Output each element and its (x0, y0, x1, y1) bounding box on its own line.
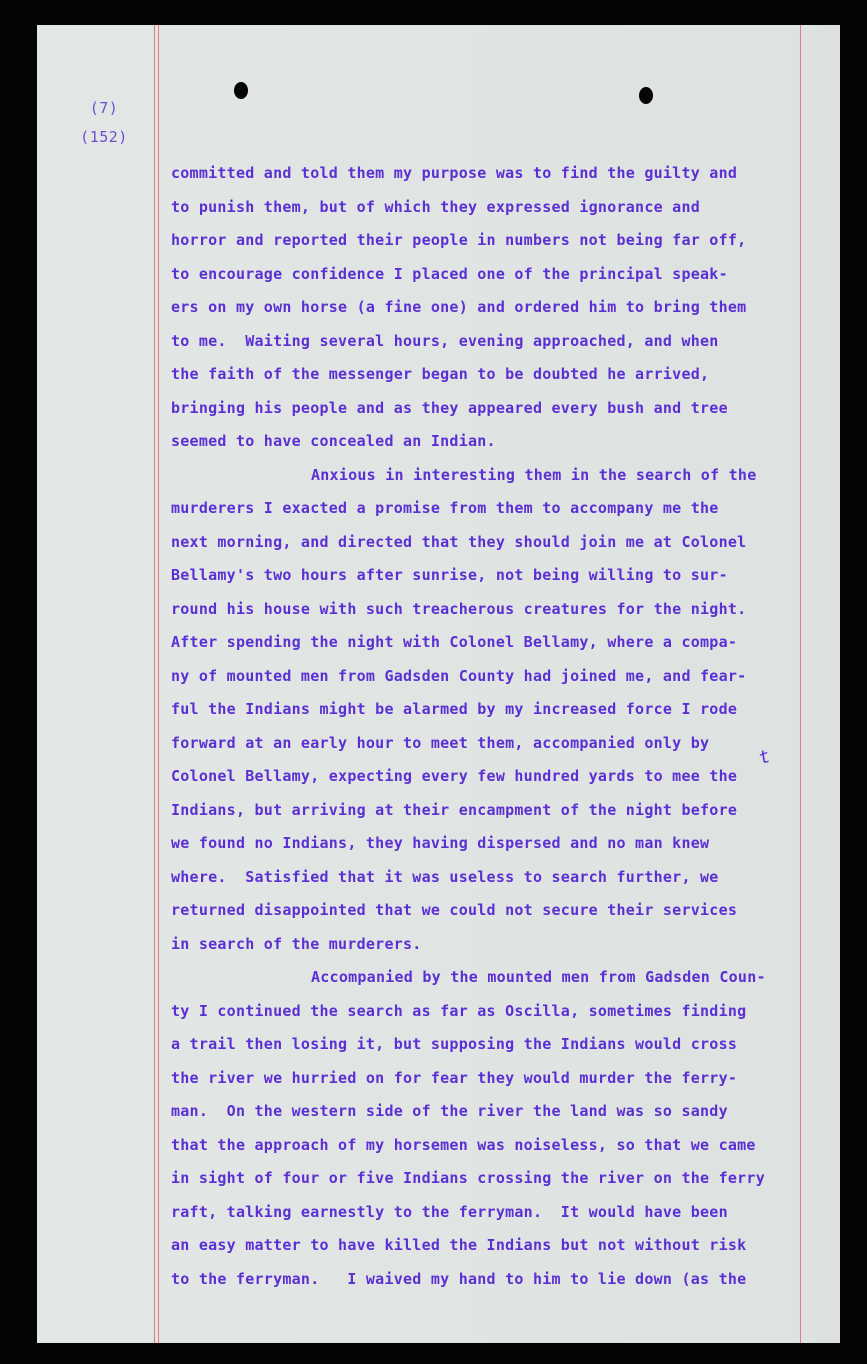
text-line: in sight of four or five Indians crossing the river on the ferry (171, 1169, 765, 1187)
text-line: man. On the western side of the river the land was so sandy (171, 1102, 728, 1120)
document-page (37, 25, 840, 1343)
text-line: that the approach of my horsemen was noiseless, so that we came (171, 1135, 756, 1154)
text-line: to the ferryman. I waived my hand to him to lie down (as the (171, 1269, 747, 1288)
left-margin-line-inner (158, 25, 159, 1343)
text-line: returned disappointed that we could not secure their services (171, 901, 738, 919)
text-line: to me. Waiting several hours, evening approached, and when (171, 331, 719, 350)
handwritten-insertion-mark: t (755, 745, 774, 770)
text-line: forward at an early hour to meet them, accompanied only by (171, 733, 710, 752)
text-line: the faith of the messenger began to be doubted he arrived, (171, 365, 710, 383)
text-line: Anxious in interesting them in the search of the (311, 465, 757, 484)
text-line: round his house with such treacherous creatures for the night. (171, 599, 747, 618)
text-line: to punish them, but of which they expressed ignorance and (171, 197, 701, 216)
page-number-bottom: (152) (80, 128, 128, 146)
text-line: horror and reported their people in numbers not being far off, (171, 231, 747, 249)
text-line: bringing his people and as they appeared every bush and tree (171, 398, 728, 417)
text-line: ful the Indians might be alarmed by my increased force I rode (171, 700, 738, 718)
typed-text-body (171, 157, 811, 1296)
text-line: where. Satisfied that it was useless to search further, we (171, 867, 719, 886)
text-line: Bellamy's two hours after sunrise, not being willing to sur- (171, 566, 728, 584)
page-number-top: (7) (89, 99, 119, 117)
left-margin-line-outer (154, 25, 155, 1343)
text-line: we found no Indians, they having dispersed and no man knew (171, 834, 710, 852)
text-line: Colonel Bellamy, expecting every few hundred yards to mee the (171, 767, 738, 785)
text-line: an easy matter to have killed the Indians but not without risk (171, 1236, 747, 1254)
text-line: ers on my own horse (a fine one) and ordered him to bring them (171, 298, 747, 316)
text-line: next morning, and directed that they should join me at Colonel (171, 532, 747, 551)
punch-hole-left (234, 82, 248, 99)
text-line: seemed to have concealed an Indian. (171, 432, 496, 450)
text-line: ny of mounted men from Gadsden County had joined me, and fear- (171, 666, 747, 685)
text-line: to encourage confidence I placed one of the principal speak- (171, 264, 728, 283)
text-line: ty I continued the search as far as Oscilla, sometimes finding (171, 1001, 747, 1020)
text-line: a trail then losing it, but supposing the Indians would cross (171, 1035, 738, 1053)
punch-hole-right (639, 87, 653, 104)
text-line: raft, talking earnestly to the ferryman. It would have been (171, 1202, 728, 1221)
text-line: Accompanied by the mounted men from Gadsden Coun- (311, 968, 766, 986)
text-line: Indians, but arriving at their encampment of the night before (171, 800, 738, 819)
text-line: murderers I exacted a promise from them to accompany me the (171, 499, 719, 517)
text-line: in search of the murderers. (171, 934, 422, 953)
text-line: committed and told them my purpose was to find the guilty and (171, 164, 738, 182)
text-line: the river we hurried on for fear they would murder the ferry- (171, 1068, 738, 1087)
text-line: After spending the night with Colonel Bellamy, where a compa- (171, 633, 738, 651)
